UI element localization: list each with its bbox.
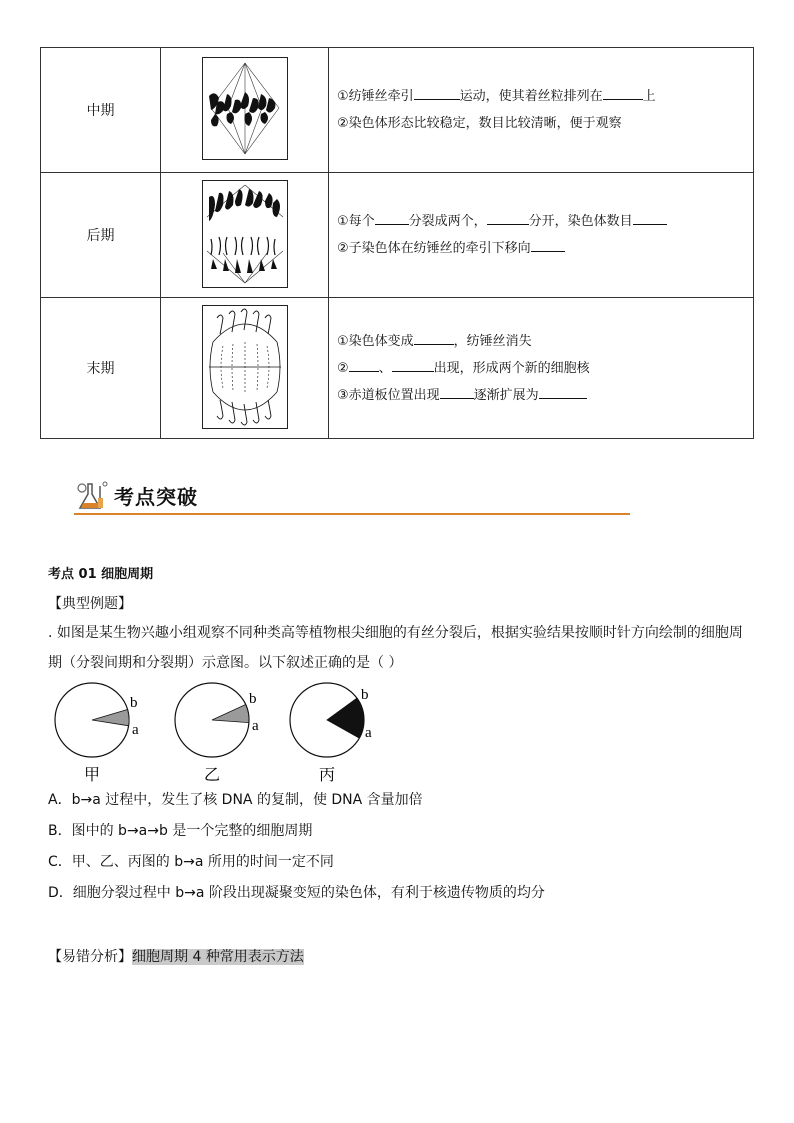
example-label: 【典型例题】 [48,596,132,612]
fill-blank [349,359,379,372]
desc-text: 上 [642,89,656,104]
phase-name: 末期 [41,298,161,439]
fill-blank [539,386,587,399]
section-header [74,478,634,518]
metaphase-description [329,48,754,173]
desc-text: ③赤道板位置出现 [337,387,440,403]
figure-label: 丙 [319,767,336,784]
cell-cycle-figure-yi [170,682,270,790]
desc-line: ②染色体形态比较稳定，数目比较清晰，便于观察 [337,116,622,131]
desc-text: ①纺锤丝牵引 [337,89,414,104]
telophase-figure-cell [161,298,329,439]
desc-line [337,208,753,235]
error-analysis-label: 【易错分析】 [48,949,132,965]
error-analysis [48,946,304,966]
option-b[interactable]: B．图中的 b→a→b 是一个完整的细胞周期 [48,823,313,839]
desc-line [337,235,753,262]
fill-blank [414,87,460,100]
table-row-telophase [41,298,754,439]
desc-text: ①染色体变成 [337,333,414,349]
point-b-label: b [130,695,138,711]
desc-text: ①每个 [337,214,375,229]
desc-text: ②子染色体在纺锤丝的牵引下移向 [337,241,531,256]
question-stem-line: . 如图是某生物兴趣小组观察不同种类高等植物根尖细胞的有丝分裂后，根据实验结果按顺时针方向绘制的细胞周 [48,625,743,641]
telophase-figure [202,305,288,429]
table-row-metaphase [41,48,754,173]
fill-blank [440,386,474,399]
desc-text: 逐渐扩展为 [473,387,539,403]
kaodian-heading: 考点 01 细胞周期 [48,567,154,582]
point-a-label: a [365,725,372,741]
fill-blank [487,212,529,225]
fill-blank [392,359,434,372]
error-analysis-topic: 细胞周期 4 种常用表示方法 [132,949,304,965]
desc-line [337,83,753,110]
option-d[interactable]: D．细胞分裂过程中 b→a 阶段出现凝聚变短的染色体，有利于核遗传物质的均分 [48,885,545,901]
desc-text: ② [337,360,349,376]
section-underline [74,513,630,515]
question-stem [48,618,753,678]
desc-line [337,382,753,409]
desc-text: ，纺锤丝消失 [453,333,532,349]
phase-name: 后期 [41,173,161,298]
cell-cycle-figure-jia [50,682,150,790]
anaphase-figure [202,180,288,288]
desc-text: 出现，形成两个新的细胞核 [433,360,590,376]
anaphase-description [329,173,754,298]
point-b-label: b [361,687,369,703]
question-stem-line: 期（分裂间期和分裂期）示意图。以下叙述正确的是（ ） [48,655,403,671]
lab-flask-icon [74,478,110,514]
phase-name: 中期 [41,48,161,173]
fill-blank [603,87,643,100]
point-a-label: a [252,718,259,734]
cell-cycle-figure-bing [285,682,385,790]
figure-label: 甲 [84,767,101,784]
desc-line [337,355,753,382]
desc-text: 分开，染色体数目 [528,214,633,229]
telophase-description [329,298,754,439]
point-b-label: b [249,691,257,707]
metaphase-figure-cell [161,48,329,173]
desc-text: 、 [378,360,392,376]
section-title: 考点突破 [114,485,198,509]
table-row-anaphase [41,173,754,298]
fill-blank [414,332,454,345]
metaphase-figure [202,57,288,160]
fill-blank [531,239,565,252]
mitosis-phase-table [40,47,754,439]
point-a-label: a [132,722,139,738]
desc-text: 运动，使其着丝粒排列在 [459,89,603,104]
option-c[interactable]: C．甲、乙、丙图的 b→a 所用的时间一定不同 [48,854,334,870]
figure-label: 乙 [204,767,221,784]
desc-text: 分裂成两个， [408,214,487,229]
fill-blank [375,212,409,225]
desc-line [337,328,753,355]
option-a[interactable]: A．b→a 过程中，发生了核 DNA 的复制，使 DNA 含量加倍 [48,792,423,808]
anaphase-figure-cell [161,173,329,298]
answer-options [48,785,753,909]
fill-blank [633,212,667,225]
